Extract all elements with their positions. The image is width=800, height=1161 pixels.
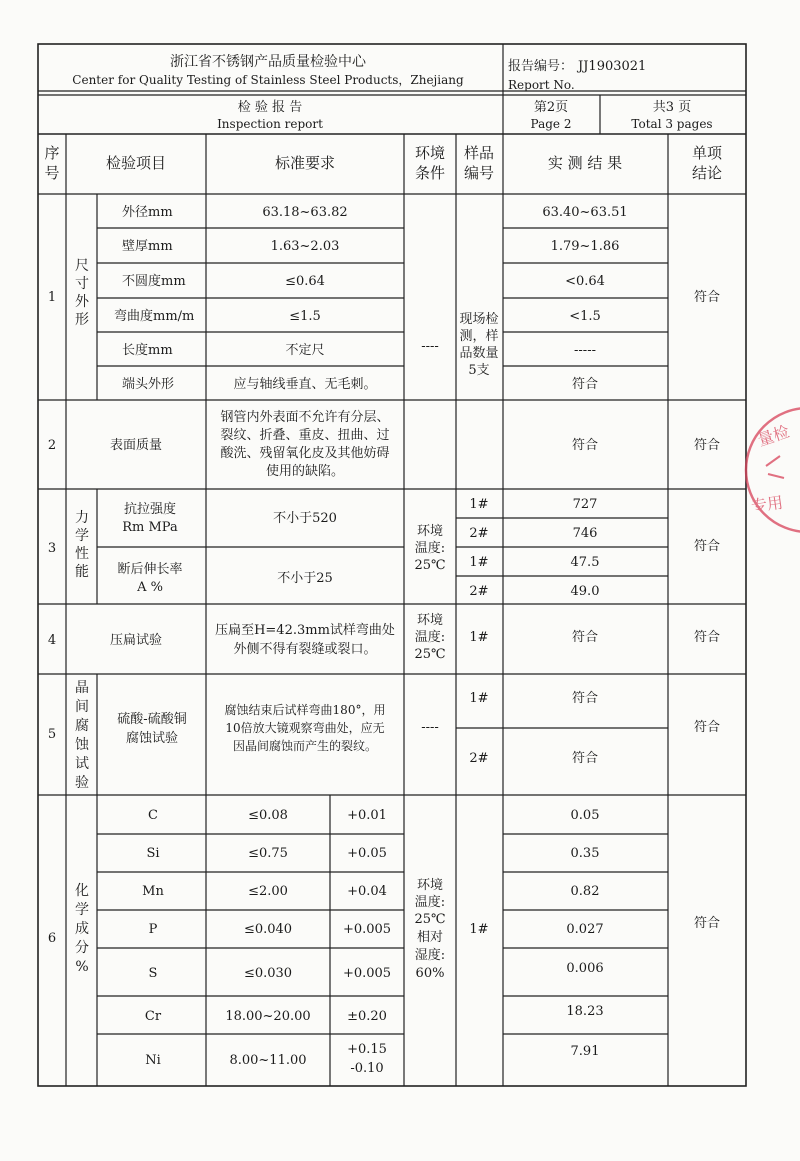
col-seq-2: 号 — [44, 164, 60, 182]
item-std-line: 外侧不得有裂缝或裂口。 — [233, 642, 377, 657]
org-name-cn: 浙江省不锈钢产品质量检验中心 — [170, 54, 366, 70]
group-char: 化 — [75, 883, 89, 899]
item-result: 符合 — [571, 438, 599, 453]
env-line: 温度: — [414, 630, 446, 645]
element-symbol: Cr — [144, 1009, 162, 1024]
row-intergranular-corrosion — [48, 680, 720, 791]
group-char: 腐 — [75, 718, 89, 734]
env-line: 湿度: — [414, 948, 446, 963]
row-mechanical — [48, 497, 720, 599]
item-name-line: 腐蚀试验 — [125, 731, 179, 746]
report-no-label-cn: 报告编号： — [508, 59, 574, 74]
item-name: 弯曲度mm/m — [114, 309, 195, 324]
element-std: 18.00~20.00 — [225, 1009, 311, 1024]
group-char: 学 — [75, 528, 89, 544]
element-tolerance: +0.01 — [347, 808, 387, 823]
env-condition: ---- — [421, 339, 439, 354]
conclusion: 符合 — [693, 720, 721, 735]
element-result: 0.027 — [566, 922, 604, 937]
item-result: <0.64 — [565, 274, 605, 289]
element-std: ≤0.030 — [243, 966, 293, 981]
conclusion: 符合 — [693, 438, 721, 453]
element-tolerance: ±0.20 — [347, 1009, 387, 1024]
sample-id: 2# — [469, 751, 489, 766]
group-char: 能 — [75, 564, 89, 580]
group-char: 外 — [75, 294, 89, 310]
element-symbol: Si — [146, 846, 160, 861]
sample-id: 2# — [469, 584, 489, 599]
element-std: 8.00~11.00 — [229, 1053, 307, 1068]
env-line: 环境 — [416, 613, 444, 628]
col-env-2: 条件 — [414, 164, 446, 182]
env-line: 温度: — [414, 895, 446, 910]
group-char: 晶 — [75, 680, 89, 696]
conclusion: 符合 — [693, 539, 721, 554]
element-result: 0.82 — [570, 884, 600, 899]
group-char: 试 — [75, 756, 89, 772]
row-flattening-test — [48, 612, 720, 662]
group-char: 寸 — [75, 276, 89, 292]
env-line: 相对 — [416, 930, 444, 945]
seal-text: 专用 — [749, 492, 785, 516]
item-std-line: 酸洗、残留氧化皮及其他妨碍 — [220, 446, 390, 461]
row-seq: 6 — [47, 931, 57, 946]
group-char: 蚀 — [75, 737, 89, 753]
item-result: 符合 — [571, 691, 599, 706]
row-chemical-composition — [48, 808, 720, 1076]
element-symbol: S — [148, 966, 158, 981]
item-std: ≤1.5 — [289, 309, 321, 324]
item-name-line: 硫酸-硫酸铜 — [117, 712, 187, 727]
conclusion: 符合 — [693, 630, 721, 645]
element-result: 0.35 — [570, 846, 600, 861]
col-standard: 标准要求 — [274, 154, 336, 172]
sample-line: 测，样 — [459, 329, 499, 344]
element-std: ≤2.00 — [248, 884, 288, 899]
item-std-line: 裂纹、折叠、重皮、扭曲、过 — [220, 428, 390, 443]
inspection-seal — [746, 408, 800, 532]
element-tolerance: +0.05 — [347, 846, 387, 861]
item-result: 47.5 — [570, 555, 600, 570]
item-result: 727 — [572, 497, 598, 512]
env-line: 温度: — [414, 541, 446, 556]
row-seq: 1 — [47, 290, 57, 305]
group-char: 成 — [75, 921, 89, 937]
item-std: 63.18~63.82 — [262, 205, 348, 220]
sample-line: 现场检 — [459, 312, 499, 327]
total-pages-cn: 共3 页 — [652, 100, 692, 115]
sample-id: 2# — [469, 526, 489, 541]
element-tolerance: +0.005 — [342, 966, 392, 981]
item-result: 符合 — [571, 751, 599, 766]
item-name: 外径mm — [122, 205, 173, 220]
item-std-line: 因晶间腐蚀而产生的裂纹。 — [232, 739, 378, 753]
item-std-line: 压扁至H=42.3mm试样弯曲处 — [215, 623, 395, 638]
item-std: 不小于520 — [273, 511, 337, 526]
sample-id: 1# — [469, 555, 489, 570]
group-char: 尺 — [75, 258, 89, 274]
sample-id: 1# — [469, 691, 489, 706]
element-result: 0.05 — [570, 808, 600, 823]
env-line: 25℃ — [414, 912, 446, 927]
element-symbol: Ni — [145, 1053, 161, 1068]
sample-id: 1# — [469, 922, 489, 937]
item-name: 端头外形 — [122, 377, 175, 392]
item-result: 49.0 — [570, 584, 600, 599]
item-std-line: 钢管内外表面不允许有分层、 — [220, 410, 390, 425]
env-line: 25℃ — [414, 647, 446, 662]
org-name-en: Center for Quality Testing of Stainless Steel Products，Zhejiang — [72, 73, 464, 87]
col-seq-1: 序 — [44, 144, 60, 162]
col-env-1: 环境 — [414, 144, 446, 162]
group-char: 间 — [75, 699, 89, 715]
item-name: 长度mm — [122, 343, 173, 358]
item-result: 746 — [572, 526, 598, 541]
item-name: 压扁试验 — [109, 633, 163, 648]
col-conclusion-2: 结论 — [691, 164, 723, 182]
report-title-en: Inspection report — [217, 117, 323, 131]
element-symbol: Mn — [142, 884, 164, 899]
col-conclusion-1: 单项 — [691, 144, 723, 162]
element-tolerance: +0.15 — [347, 1042, 387, 1057]
conclusion: 符合 — [693, 916, 721, 931]
total-pages-en: Total 3 pages — [631, 117, 713, 131]
group-char: % — [75, 959, 89, 975]
item-std: 不定尺 — [285, 343, 325, 358]
row-seq: 3 — [47, 541, 57, 556]
group-char: 形 — [75, 312, 89, 328]
item-result: ----- — [574, 343, 596, 358]
row-seq: 2 — [47, 438, 57, 453]
group-char: 分 — [75, 940, 89, 956]
row-seq: 4 — [47, 633, 57, 648]
sample-line: 品数量 — [459, 346, 499, 361]
seal-mark — [766, 456, 784, 478]
item-result: 符合 — [571, 630, 599, 645]
item-std-line: 10倍放大镜观察弯曲处，应无 — [225, 721, 385, 735]
item-name: 抗拉强度 — [123, 502, 177, 517]
report-number: JJ1903021 — [578, 59, 647, 74]
item-result: 符合 — [571, 377, 599, 392]
env-line: 60% — [415, 966, 445, 981]
item-std-line: 使用的缺陷。 — [265, 464, 345, 479]
conclusion: 符合 — [693, 290, 721, 305]
col-item: 检验项目 — [105, 154, 167, 172]
env-line: 25℃ — [414, 558, 446, 573]
group-char: 验 — [75, 775, 89, 791]
item-name: 表面质量 — [109, 438, 163, 453]
page-number-en: Page 2 — [530, 117, 572, 131]
group-char: 学 — [75, 902, 89, 918]
col-sample-1: 样品 — [463, 144, 495, 162]
element-tolerance: +0.04 — [347, 884, 387, 899]
item-result: 1.79~1.86 — [550, 239, 620, 254]
element-symbol: P — [148, 922, 158, 937]
env-line: 环境 — [416, 878, 444, 893]
element-result: 0.006 — [566, 961, 604, 976]
element-result: 7.91 — [570, 1044, 600, 1059]
item-std: 应与轴线垂直、无毛刺。 — [233, 377, 377, 392]
element-tolerance: -0.10 — [350, 1061, 384, 1076]
seal-text: 量检 — [755, 421, 792, 450]
item-result: 63.40~63.51 — [542, 205, 628, 220]
element-std: ≤0.75 — [248, 846, 288, 861]
element-tolerance: +0.005 — [342, 922, 392, 937]
col-sample-2: 编号 — [463, 164, 495, 182]
sample-id: 1# — [469, 497, 489, 512]
sample-id: 1# — [469, 630, 489, 645]
group-char: 力 — [75, 510, 89, 526]
element-std: ≤0.08 — [248, 808, 288, 823]
row-seq: 5 — [47, 727, 57, 742]
element-std: ≤0.040 — [243, 922, 293, 937]
element-symbol: C — [148, 808, 158, 823]
col-result: 实 测 结 果 — [547, 154, 623, 172]
item-name: 断后伸长率 — [117, 562, 183, 577]
env-condition: ---- — [421, 720, 439, 735]
env-line: 环境 — [416, 524, 444, 539]
sample-line: 5支 — [468, 363, 490, 378]
group-char: 性 — [75, 546, 89, 562]
row-surface-quality — [48, 409, 720, 479]
item-std-line: 腐蚀结束后试样弯曲180°，用 — [224, 703, 386, 717]
report-header — [72, 53, 712, 131]
report-title-cn: 检 验 报 告 — [237, 100, 303, 115]
column-headers — [44, 144, 723, 182]
item-result: <1.5 — [569, 309, 601, 324]
page-number-cn: 第2页 — [533, 100, 569, 115]
item-name: 壁厚mm — [122, 239, 173, 254]
item-unit: Rm MPa — [122, 520, 178, 535]
item-name: 不圆度mm — [122, 274, 186, 289]
report-no-label-en: Report No. — [508, 78, 575, 92]
item-std: 1.63~2.03 — [270, 239, 340, 254]
item-unit: A % — [137, 580, 163, 595]
item-std: ≤0.64 — [285, 274, 325, 289]
item-std: 不小于25 — [277, 571, 333, 586]
element-result: 18.23 — [566, 1004, 604, 1019]
